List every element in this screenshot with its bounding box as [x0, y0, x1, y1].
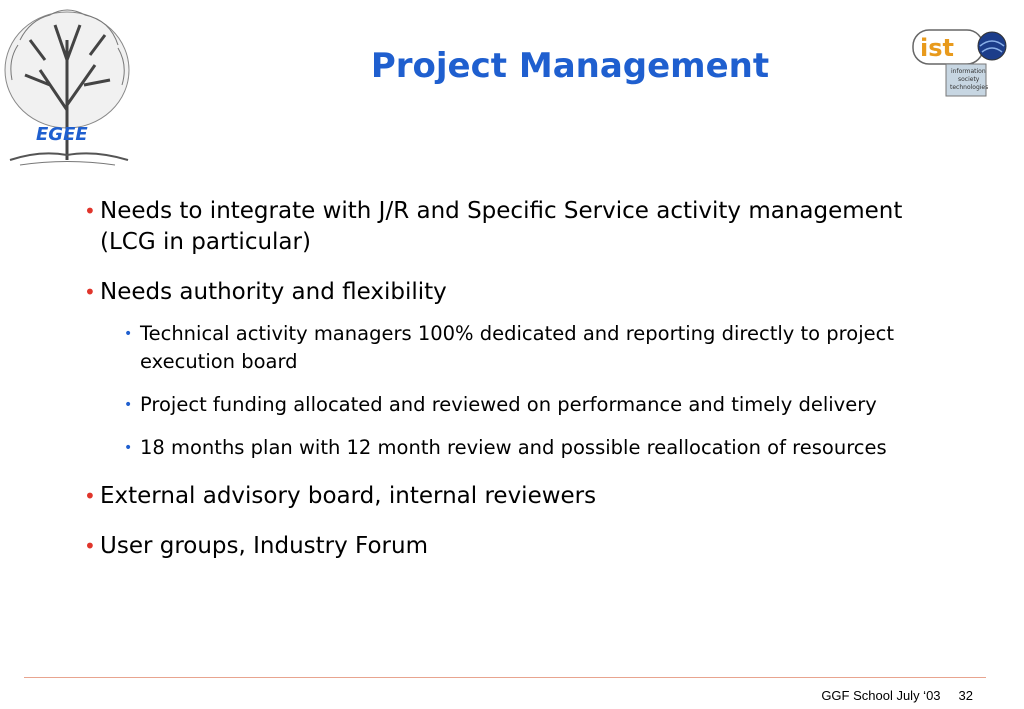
footer [821, 688, 973, 703]
sub-bullet-dot-icon: • [124, 440, 133, 456]
slide-title: Project Management [370, 46, 770, 86]
ist-logo-text: ist [920, 34, 954, 62]
bullet-dot-icon: • [84, 534, 96, 558]
bullet-item [84, 277, 964, 308]
bullet-dot-icon: • [84, 199, 96, 223]
bullet-dot-icon: • [84, 484, 96, 508]
sub-bullet-dot-icon: • [124, 326, 133, 342]
sub-bullet-dot-icon: • [124, 397, 133, 413]
footer-label: GGF School July ‘03 [821, 688, 941, 703]
bullet-text: External advisory board, internal reviewers [100, 483, 597, 509]
bullet-list [84, 196, 964, 581]
bullet-item [84, 196, 964, 258]
page-number: 32 [958, 688, 973, 703]
egee-logo [0, 0, 135, 175]
egee-logo-text: EGEE [36, 124, 88, 145]
bullet-text: User groups, Industry Forum [100, 533, 428, 559]
ist-subtext-1: information [951, 68, 986, 75]
sub-bullet-item [124, 391, 964, 419]
bullet-dot-icon: • [84, 280, 96, 304]
bullet-item [84, 481, 964, 512]
sub-bullet-item [124, 434, 964, 462]
bullet-item [84, 531, 964, 562]
sub-bullet-text: Technical activity managers 100% dedicated and reporting directly to project execution board [140, 322, 894, 373]
sub-bullet-text: Project funding allocated and reviewed on performance and timely delivery [140, 393, 877, 416]
ist-subtext-3: technologies [950, 84, 989, 91]
ist-subtext-2: society [958, 76, 980, 83]
bullet-text: Needs authority and flexibility [100, 279, 447, 305]
ist-logo [912, 22, 1012, 98]
sub-bullet-text: 18 months plan with 12 month review and possible reallocation of resources [140, 436, 887, 459]
footer-divider [24, 677, 986, 678]
sub-bullet-item [124, 320, 964, 376]
bullet-text: Needs to integrate with J/R and Specific Service activity management (LCG in particular) [100, 198, 903, 255]
